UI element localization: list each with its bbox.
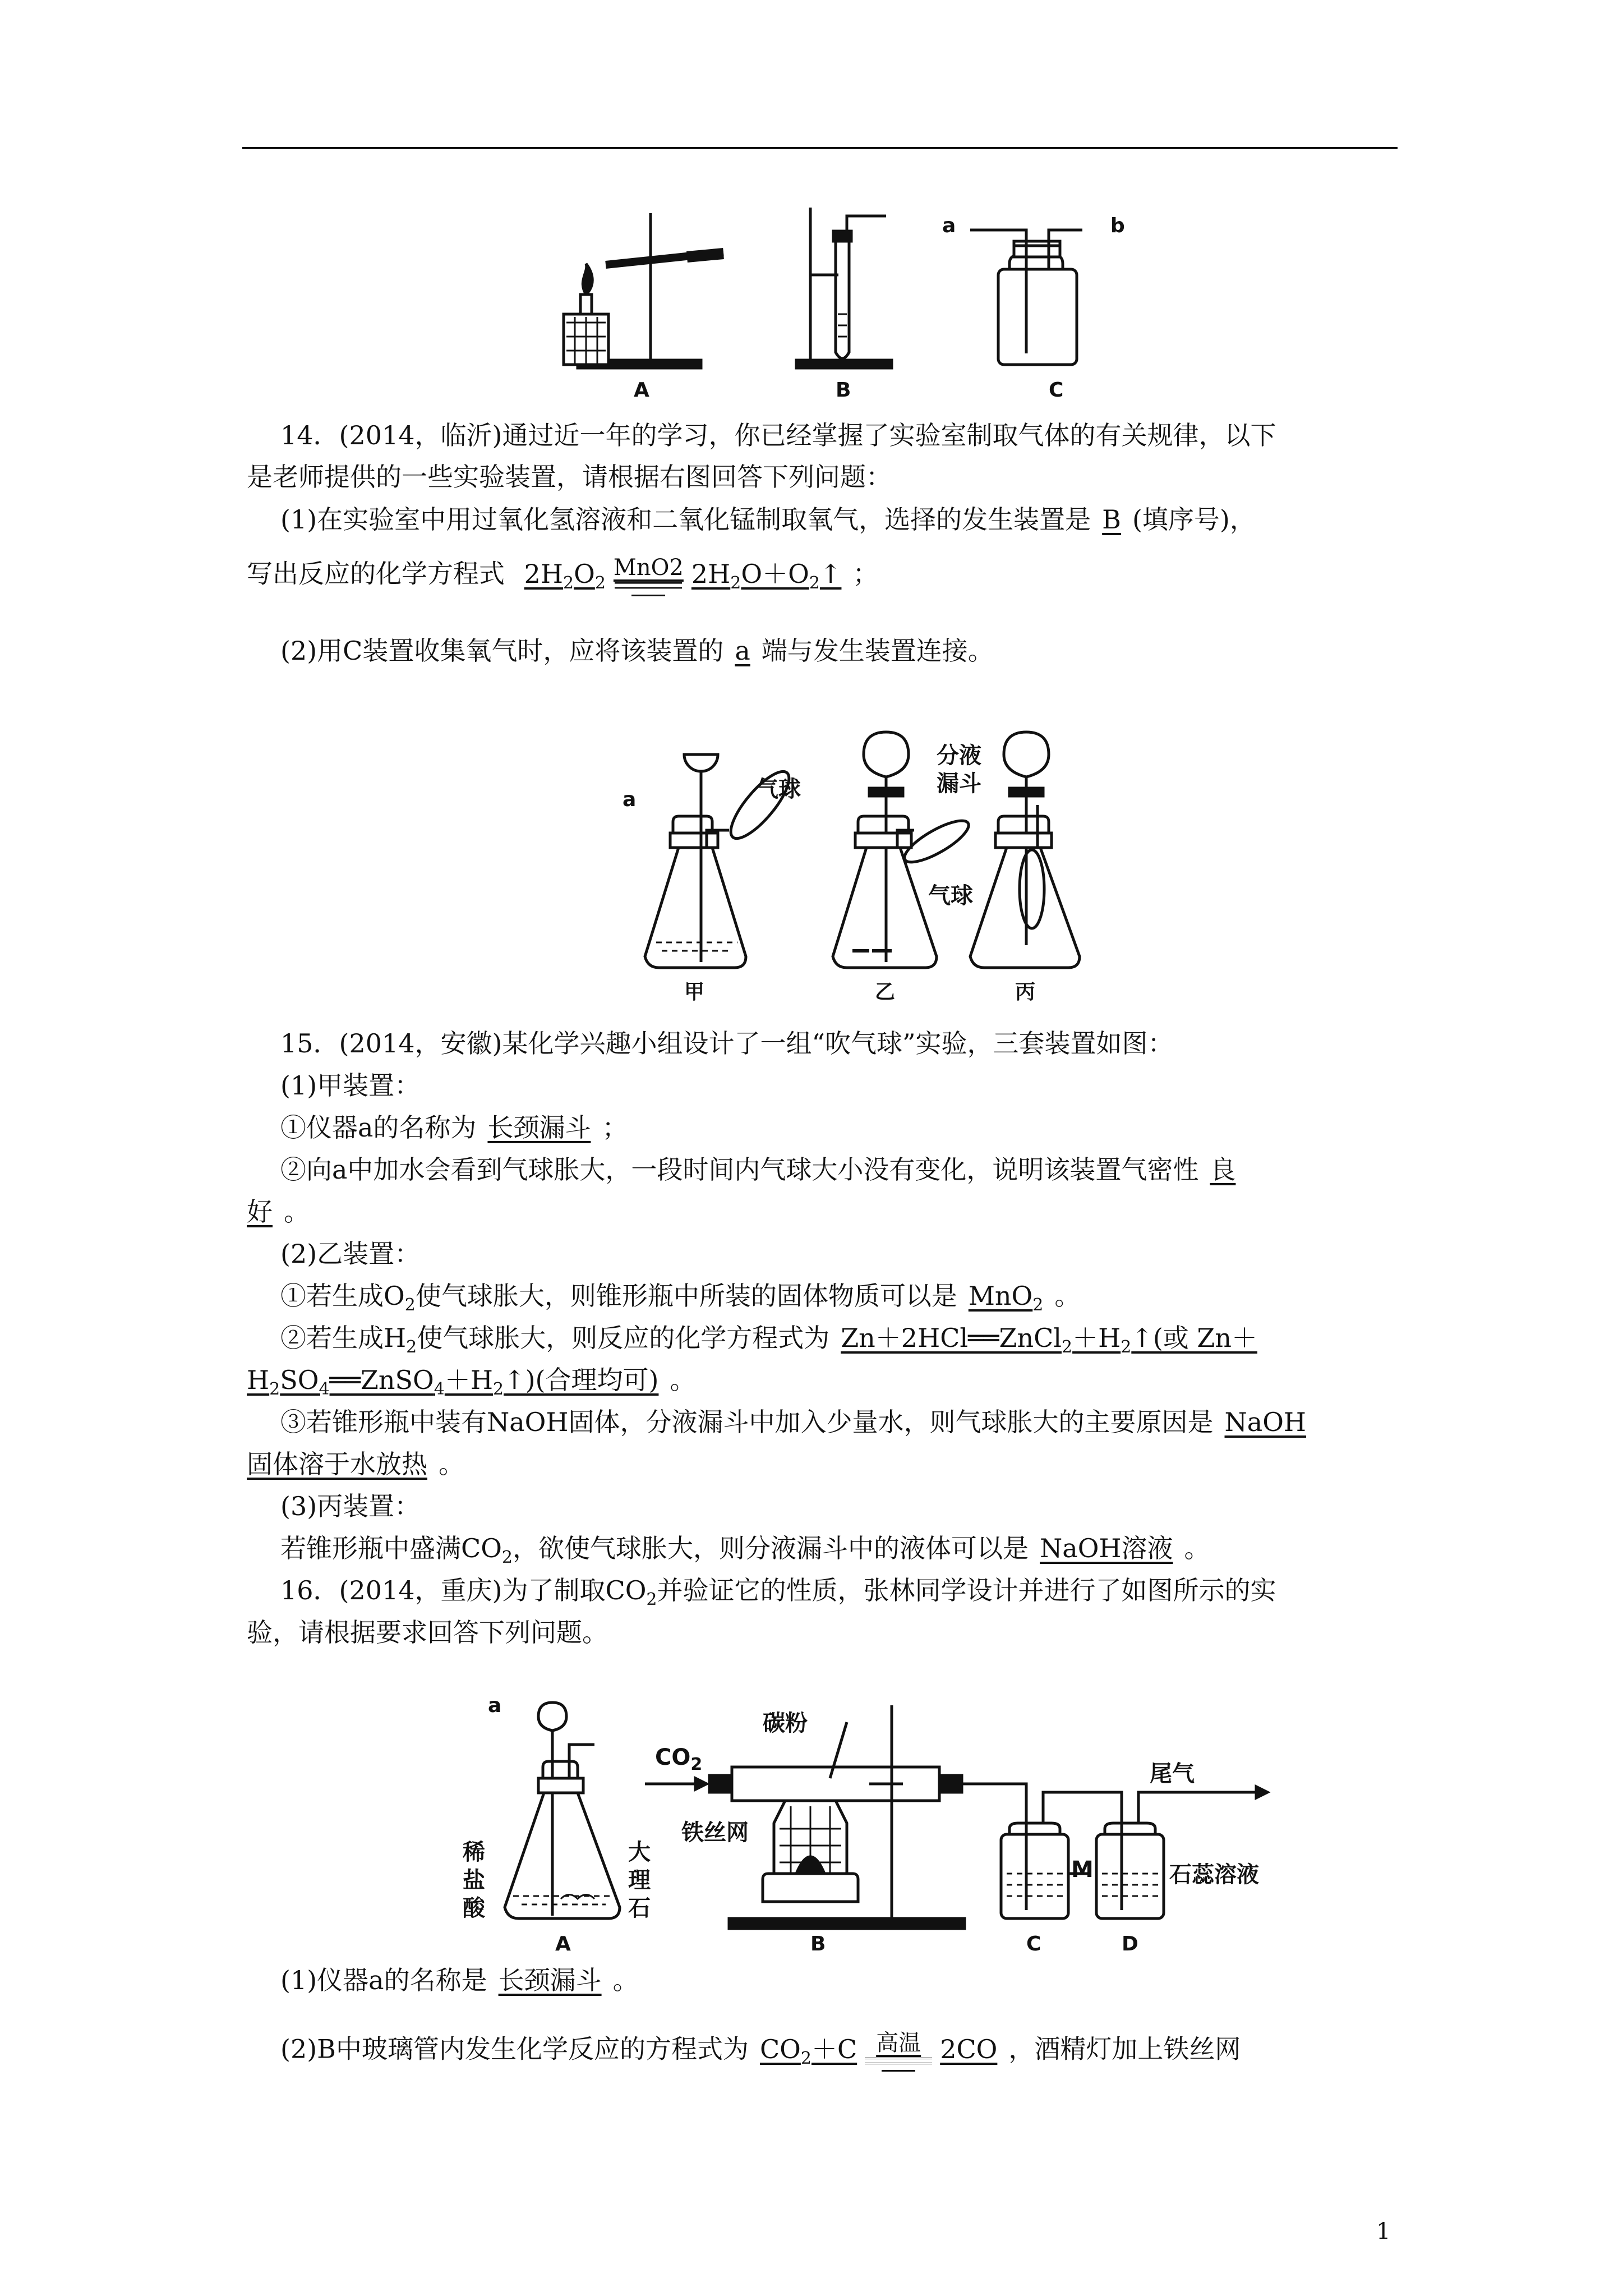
label-funnel-1: 分液	[937, 743, 981, 769]
label-carbon-powder: 碳粉	[763, 1710, 808, 1736]
apparatus-abc-drawing	[555, 202, 1161, 387]
q14-intro: 14．(2014，临沂)通过近一年的学习，你已经掌握了实验室制取气体的有关规律，以下	[280, 420, 1276, 450]
label-b-tube: b	[1110, 214, 1125, 237]
caption-d3: D	[1122, 1932, 1138, 1955]
q15-answer-s2b: $Zn+2HCl══ZnCl_2+H_2↑$(或 Zn＋	[841, 1323, 1257, 1358]
caption-c: C	[1049, 379, 1064, 402]
q15-s1b-cont: 好 。	[247, 1197, 310, 1227]
label-co2: $CO_2$	[655, 1745, 703, 1774]
balloon-apparatus-drawing	[623, 721, 1082, 1001]
q15-answer-s1a: 长颈漏斗	[487, 1112, 591, 1143]
q15-s2c: ③若锥形瓶中装有NaOH固体，分液漏斗中加入少量水，则气球胀大的主要原因是 NaOH	[280, 1405, 1317, 1439]
label-marble-1: 大	[628, 1839, 651, 1865]
q15-s1b: ②向a中加水会看到气球胀大，一段时间内气球大小没有变化，说明该装置气密性 良	[280, 1153, 1247, 1186]
caption-a3: A	[555, 1932, 571, 1955]
caption-a: A	[634, 379, 649, 402]
q15-s1: (1)甲装置：	[280, 1070, 421, 1101]
q15-s2b: ②若生成$H_2$使气球胀大，则反应的化学方程式为 $Zn+2HCl══ZnCl_2+H_2↑$(或 Zn＋	[280, 1321, 1269, 1364]
caption-yi: 乙	[875, 981, 896, 1004]
header-rule	[242, 147, 1398, 149]
label-balloon-yi: 气球	[928, 883, 973, 909]
label-acid-3: 酸	[463, 1895, 485, 1921]
q15-answer-s3a: NaOH溶液	[1040, 1533, 1173, 1563]
q14-equation-line: 写出反应的化学方程式 $2H_2O_2$ MnO2 $2H_2O+O_2↑$ ；	[247, 555, 878, 600]
q15-s3a: 若锥形瓶中盛满$CO_2$，欲使气球胀大，则分液漏斗中的液体可以是 NaOH溶液 。	[280, 1533, 1210, 1568]
q15-s2: (2)乙装置：	[280, 1239, 421, 1269]
caption-c3: C	[1026, 1932, 1041, 1955]
label-acid-1: 稀	[463, 1839, 485, 1865]
q15-s2c-cont: 固体溶于水放热 。	[247, 1449, 464, 1479]
apparatus-a	[564, 213, 723, 368]
label-m: M	[1071, 1857, 1094, 1883]
apparatus-b	[796, 208, 892, 368]
co2-apparatus-drawing	[460, 1694, 1267, 1958]
figure-co2-apparatus	[460, 1694, 1267, 1958]
q14-answer-2: a	[735, 636, 750, 666]
label-a-jia: a	[623, 788, 637, 811]
label-marble-2: 理	[628, 1867, 651, 1893]
caption-bing: 丙	[1015, 981, 1036, 1004]
label-acid-2: 盐	[463, 1867, 485, 1893]
label-a-tube: a	[942, 214, 956, 237]
label-litmus: 石蕊溶液	[1169, 1862, 1259, 1888]
q15-s1a: ①仪器a的名称为 长颈漏斗 ；	[280, 1112, 628, 1143]
q16-part1: (1)仪器a的名称是 长颈漏斗 。	[280, 1965, 639, 1995]
caption-jia: 甲	[684, 981, 705, 1004]
q15-answer-s1b-1: 良	[1210, 1154, 1236, 1185]
q15-s2b-cont: $H_2SO_4══ZnSO_4+H_2↑$)(合理均可) 。	[247, 1365, 696, 1400]
q15-answer-s2c-1: NaOH	[1224, 1407, 1307, 1437]
caption-b3: B	[810, 1932, 826, 1955]
label-a-funnel: a	[488, 1694, 502, 1717]
q15-s2a: ①若生成$O_2$使气球胀大，则锥形瓶中所装的固体物质可以是 MnO$_2$ 。	[280, 1281, 1081, 1315]
apparatus-c	[970, 230, 1082, 365]
q16-part2: (2)B中玻璃管内发生化学反应的方程式为 $CO_2+C$ 高温 2CO ，酒精灯加上铁丝网	[280, 2031, 1241, 2076]
q15-s3: (3)丙装置：	[280, 1491, 421, 1521]
q16-answer-1: 长颈漏斗	[498, 1965, 602, 1995]
q14-equation-answer: $2H_2O_2$ MnO2 $2H_2O+O_2↑$	[513, 559, 853, 589]
eq-condition-high-temp: 高温	[876, 2030, 921, 2056]
q15-answer-s2c-2: 固体溶于水放热	[247, 1449, 427, 1479]
q14-intro2: 是老师提供的一些实验装置，请根据右图回答下列问题：	[247, 462, 892, 492]
q15-answer-s2a: MnO$_2$	[968, 1281, 1044, 1315]
label-balloon-jia: 气球	[756, 776, 801, 802]
q16-answer-2: $CO_2+C$ 高温 2CO	[749, 2034, 1008, 2064]
caption-b: B	[836, 379, 851, 402]
label-iron-wire: 铁丝网	[681, 1820, 749, 1846]
q14-answer-1: B	[1102, 504, 1121, 535]
q15-answer-s2b-2: $H_2SO_4══ZnSO_4+H_2↑$)(合理均可)	[247, 1365, 659, 1400]
label-tail-gas: 尾气	[1150, 1761, 1195, 1787]
label-funnel-2: 漏斗	[937, 771, 981, 797]
q15-answer-s1b-2: 好	[247, 1197, 273, 1227]
q16-intro: 16．(2014，重庆)为了制取$CO_2$并验证它的性质，张林同学设计并进行了如图所示的实	[280, 1575, 1276, 1610]
page-number: 1	[1376, 2219, 1391, 2244]
q14-part1: (1)在实验室中用过氧化氢溶液和二氧化锰制取氧气，选择的发生装置是 B (填序号)，	[280, 504, 1256, 535]
figure-apparatus-abc	[555, 202, 1161, 409]
eq-condition: MnO2	[613, 555, 684, 581]
label-marble-3: 石	[628, 1895, 651, 1921]
q15-intro: 15．(2014，安徽)某化学兴趣小组设计了一组“吹气球”实验，三套装置如图：	[280, 1028, 1174, 1059]
q16-intro2: 验，请根据要求回答下列问题。	[247, 1617, 608, 1648]
q14-part2: (2)用C装置收集氧气时，应将该装置的 a 端与发生装置连接。	[280, 636, 994, 666]
figure-balloon-apparatus	[623, 721, 1082, 1004]
